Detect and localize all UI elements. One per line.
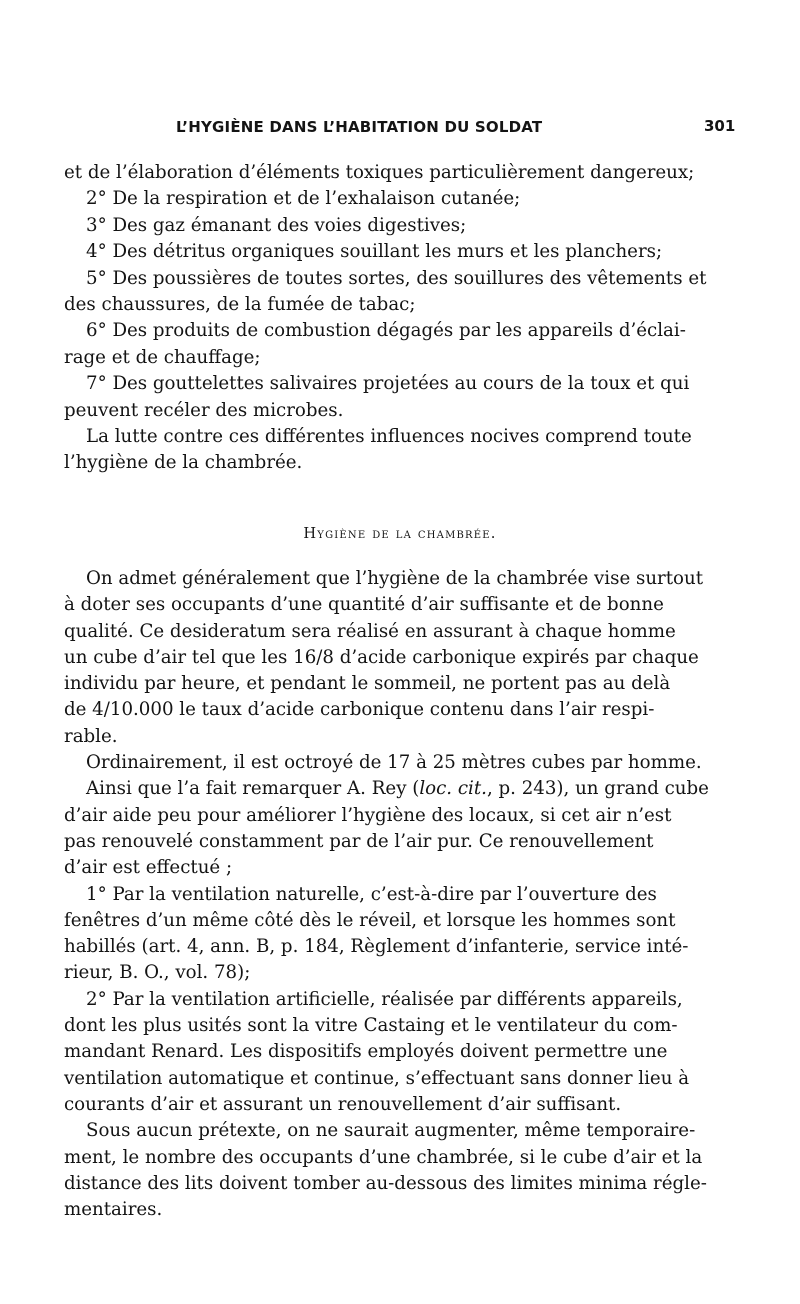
text-line: des chaussures, de la fumée de tabac; (64, 294, 416, 316)
page-number: 301 (704, 117, 736, 135)
text-line: et de l’élaboration d’éléments toxiques particulièrement dangereux; (64, 162, 695, 183)
chambree-hygiene-section (64, 566, 744, 1223)
text-line: peuvent recéler des microbes. (64, 399, 344, 421)
text-segment: , p. 243), un grand cube (486, 778, 709, 800)
list-item: 4° Des détritus organiques souillant les murs et les planchers; (86, 241, 663, 263)
list-item: 6° Des produits de combustion dégagés par les appareils d’éclai- (86, 320, 686, 342)
paragraph-line: individu par heure, et pendant le sommeil, ne portent pas au delà (64, 673, 671, 695)
text-line: rage et de chauffage; (64, 346, 261, 368)
section-heading: Hygiène de la chambrée. (303, 525, 497, 542)
paragraph-line: fenêtres d’un même côté dès le réveil, et lorsque les hommes sont (64, 909, 676, 931)
paragraph-line: d’air aide peu pour améliorer l’hygiène des locaux, si cet air n’est (64, 804, 672, 826)
paragraph-line: mentaires. (64, 1199, 163, 1221)
paragraph-line: On admet généralement que l’hygiène de la chambrée vise surtout (86, 568, 704, 589)
text-segment: Ainsi que l’a fait remarquer A. Rey ( (86, 778, 420, 800)
list-item: 5° Des poussières de toutes sortes, des souillures des vêtements et (86, 267, 707, 289)
paragraph-line: mandant Renard. Les dispositifs employés doivent permettre une (64, 1041, 668, 1063)
paragraph-line: ment, le nombre des occupants d’une chambrée, si le cube d’air et la (64, 1146, 703, 1168)
list-item: 2° Par la ventilation artificielle, réalisée par différents appareils, (86, 988, 683, 1010)
paragraph-line: Sous aucun prétexte, on ne saurait augmenter, même temporaire- (86, 1120, 696, 1142)
running-title: L’HYGIÈNE DANS L’HABITATION DU SOLDAT (176, 118, 543, 136)
paragraph-line: à doter ses occupants d’une quantité d’air suffisante et de bonne (64, 594, 664, 616)
paragraph-line: d’air est effectué ; (64, 857, 233, 879)
list-of-pollution-sources (64, 160, 744, 477)
list-item: 2° De la respiration et de l’exhalaison cutanée; (86, 188, 521, 210)
list-item: 7° Des gouttelettes salivaires projetées au cours de la toux et qui (86, 373, 690, 395)
list-item: 3° Des gaz émanant des voies digestives; (86, 214, 467, 236)
list-item: 1° Par la ventilation naturelle, c’est-à-dire par l’ouverture des (86, 883, 657, 905)
paragraph-line: rable. (64, 725, 118, 747)
paragraph-line: pas renouvelé constamment par de l’air pur. Ce renouvellement (64, 830, 654, 852)
citation-reference: loc. cit. (419, 778, 487, 800)
paragraph-line: un cube d’air tel que les 16/8 d’acide carbonique expirés par chaque (64, 646, 699, 668)
text-line: La lutte contre ces différentes influences nocives comprend toute (86, 426, 692, 448)
paragraph-line (64, 776, 744, 802)
paragraph-line: rieur, B. O., vol. 78); (64, 962, 251, 984)
paragraph-line: courants d’air et assurant un renouvellement d’air suffisant. (64, 1093, 622, 1115)
paragraph-line: habillés (art. 4, ann. B, p. 184, Règlement d’infanterie, service inté- (64, 936, 689, 958)
paragraph-line: Ordinairement, il est octroyé de 17 à 25 mètres cubes par homme. (86, 752, 702, 774)
paragraph-line: qualité. Ce desideratum sera réalisé en assurant à chaque homme (64, 620, 676, 642)
paragraph-line: de 4/10.000 le taux d’acide carbonique contenu dans l’air respi- (64, 699, 655, 721)
paragraph-line: dont les plus usités sont la vitre Castaing et le ventilateur du com- (64, 1015, 678, 1037)
paragraph-line: distance des lits doivent tomber au-dessous des limites minima régle- (64, 1172, 707, 1194)
paragraph-line: ventilation automatique et continue, s’effectuant sans donner lieu à (64, 1067, 690, 1089)
text-line: l’hygiène de la chambrée. (64, 452, 303, 474)
